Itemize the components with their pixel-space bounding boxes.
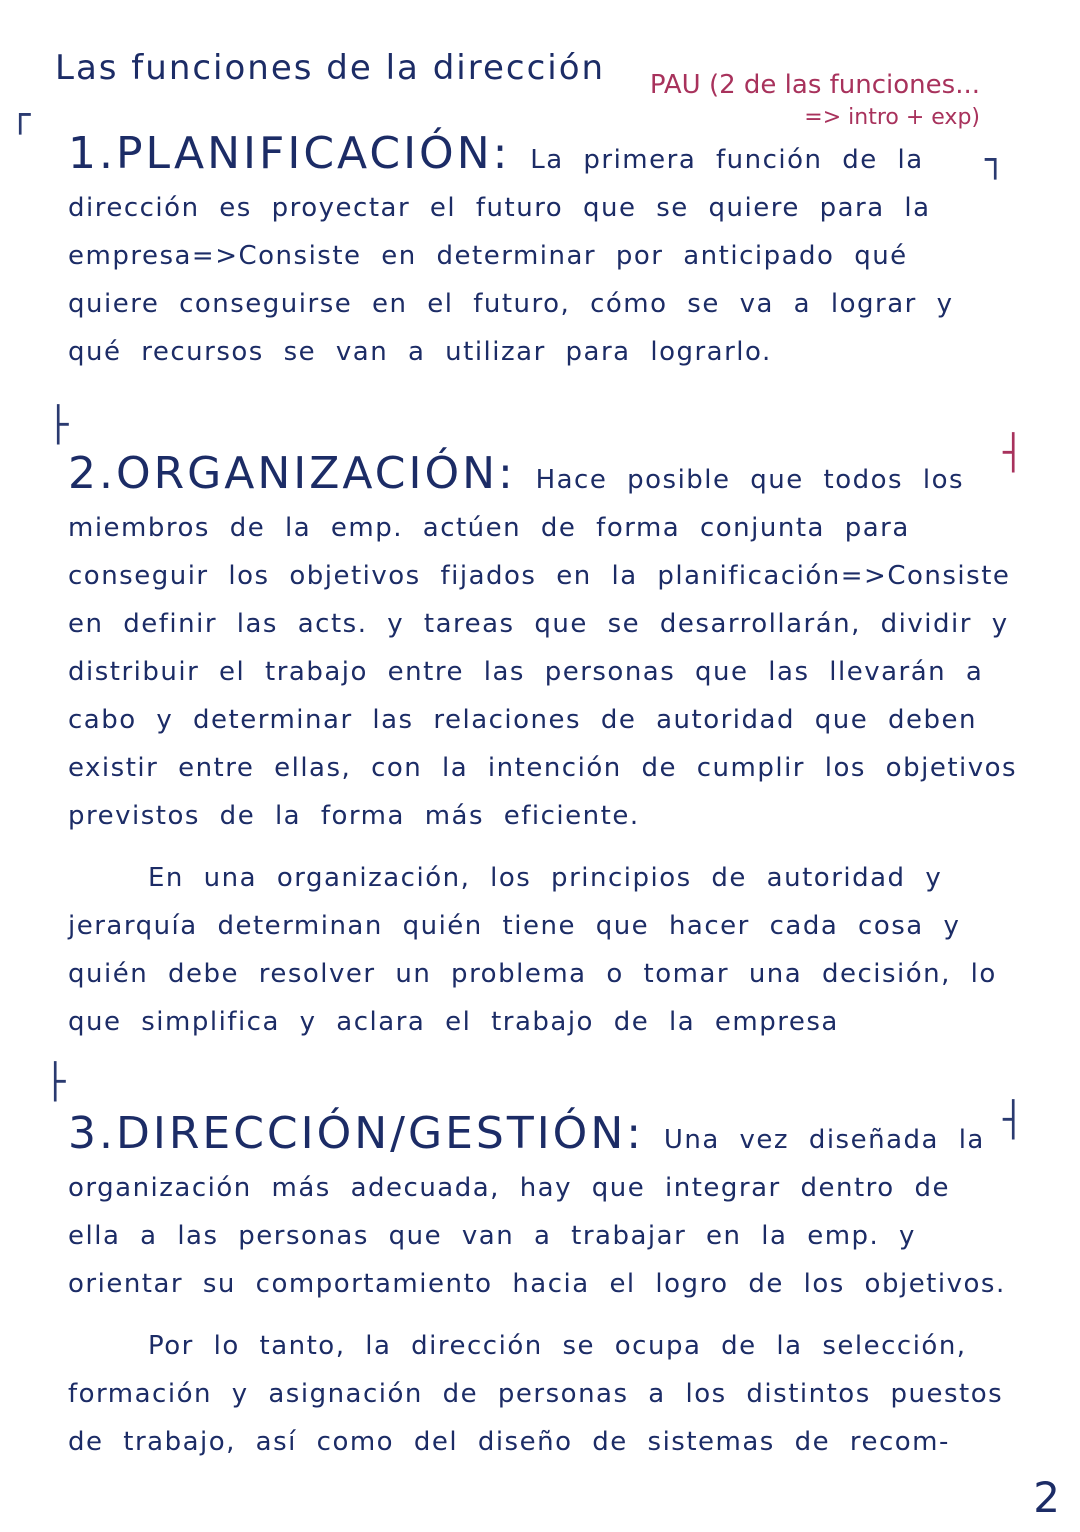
page-number: 2	[1033, 1473, 1060, 1522]
divider-mark-right-2: ┤	[1003, 1100, 1024, 1140]
section-1-text	[68, 130, 1018, 376]
section-1-body: La primera función de la dirección es proyectar el futuro que se quiere para la empresa=>Consiste en determinar por anticipado qué quiere conseguirse en el futuro, cómo se va a lograr y qué recursos se van a utilizar para lograrlo.	[68, 145, 954, 367]
divider-mark-right-1: ┤	[1003, 433, 1024, 473]
section-3-heading: 3.DIRECCIÓN/GESTIÓN:	[68, 1108, 645, 1159]
divider-mark-left-1: ├	[48, 405, 69, 445]
section-direccion-gestion	[68, 1110, 1018, 1466]
section-3-body: Una vez diseñada la organización más adecuada, hay que integrar dentro de ella a las personas que van a trabajar en la emp. y orientar su comportamiento hacia el logro de los objetivos.	[68, 1125, 1006, 1299]
pau-note-line2: => intro + exp)	[804, 105, 980, 131]
section-1-heading: 1.PLANIFICACIÓN:	[68, 128, 511, 179]
section-2-text	[68, 450, 1018, 840]
pau-note-line1: PAU (2 de las funciones...	[649, 70, 980, 100]
section-3-paragraph-2: Por lo tanto, la dirección se ocupa de la selección, formación y asignación de personas a los distintos puestos de trabajo, así como del diseño de sistemas de recom-	[68, 1331, 1004, 1457]
corner-mark-top-left: ┌	[10, 95, 31, 135]
section-organizacion	[68, 450, 1018, 1046]
divider-mark-left-2: ├	[45, 1062, 66, 1102]
section-planificacion	[68, 130, 1018, 376]
section-2-paragraph-2: En una organización, los principios de autoridad y jerarquía determinan quién tiene que hacer cada cosa y quién debe resolver un problema o tomar una decisión, lo que simplifica y aclara el trabajo de la empresa	[68, 863, 997, 1037]
section-3-text	[68, 1110, 1018, 1308]
corner-mark-top-right: ┐	[985, 140, 1006, 180]
section-2-heading: 2.ORGANIZACIÓN:	[68, 448, 516, 499]
pau-note	[650, 68, 980, 133]
section-2-body: Hace posible que todos los miembros de la emp. actúen de forma conjunta para conseguir los objetivos fijados en la planificación=>Consiste en definir las acts. y tareas que se desarrollarán, dividir y distribuir el trabajo entre las personas que las llevarán a cabo y determinar las relaciones de autoridad que deben existir entre ellas, con la intención de cumplir los objetivos previstos de la forma más eficiente.	[68, 465, 1018, 831]
page-title: Las funciones de la dirección	[55, 48, 606, 88]
